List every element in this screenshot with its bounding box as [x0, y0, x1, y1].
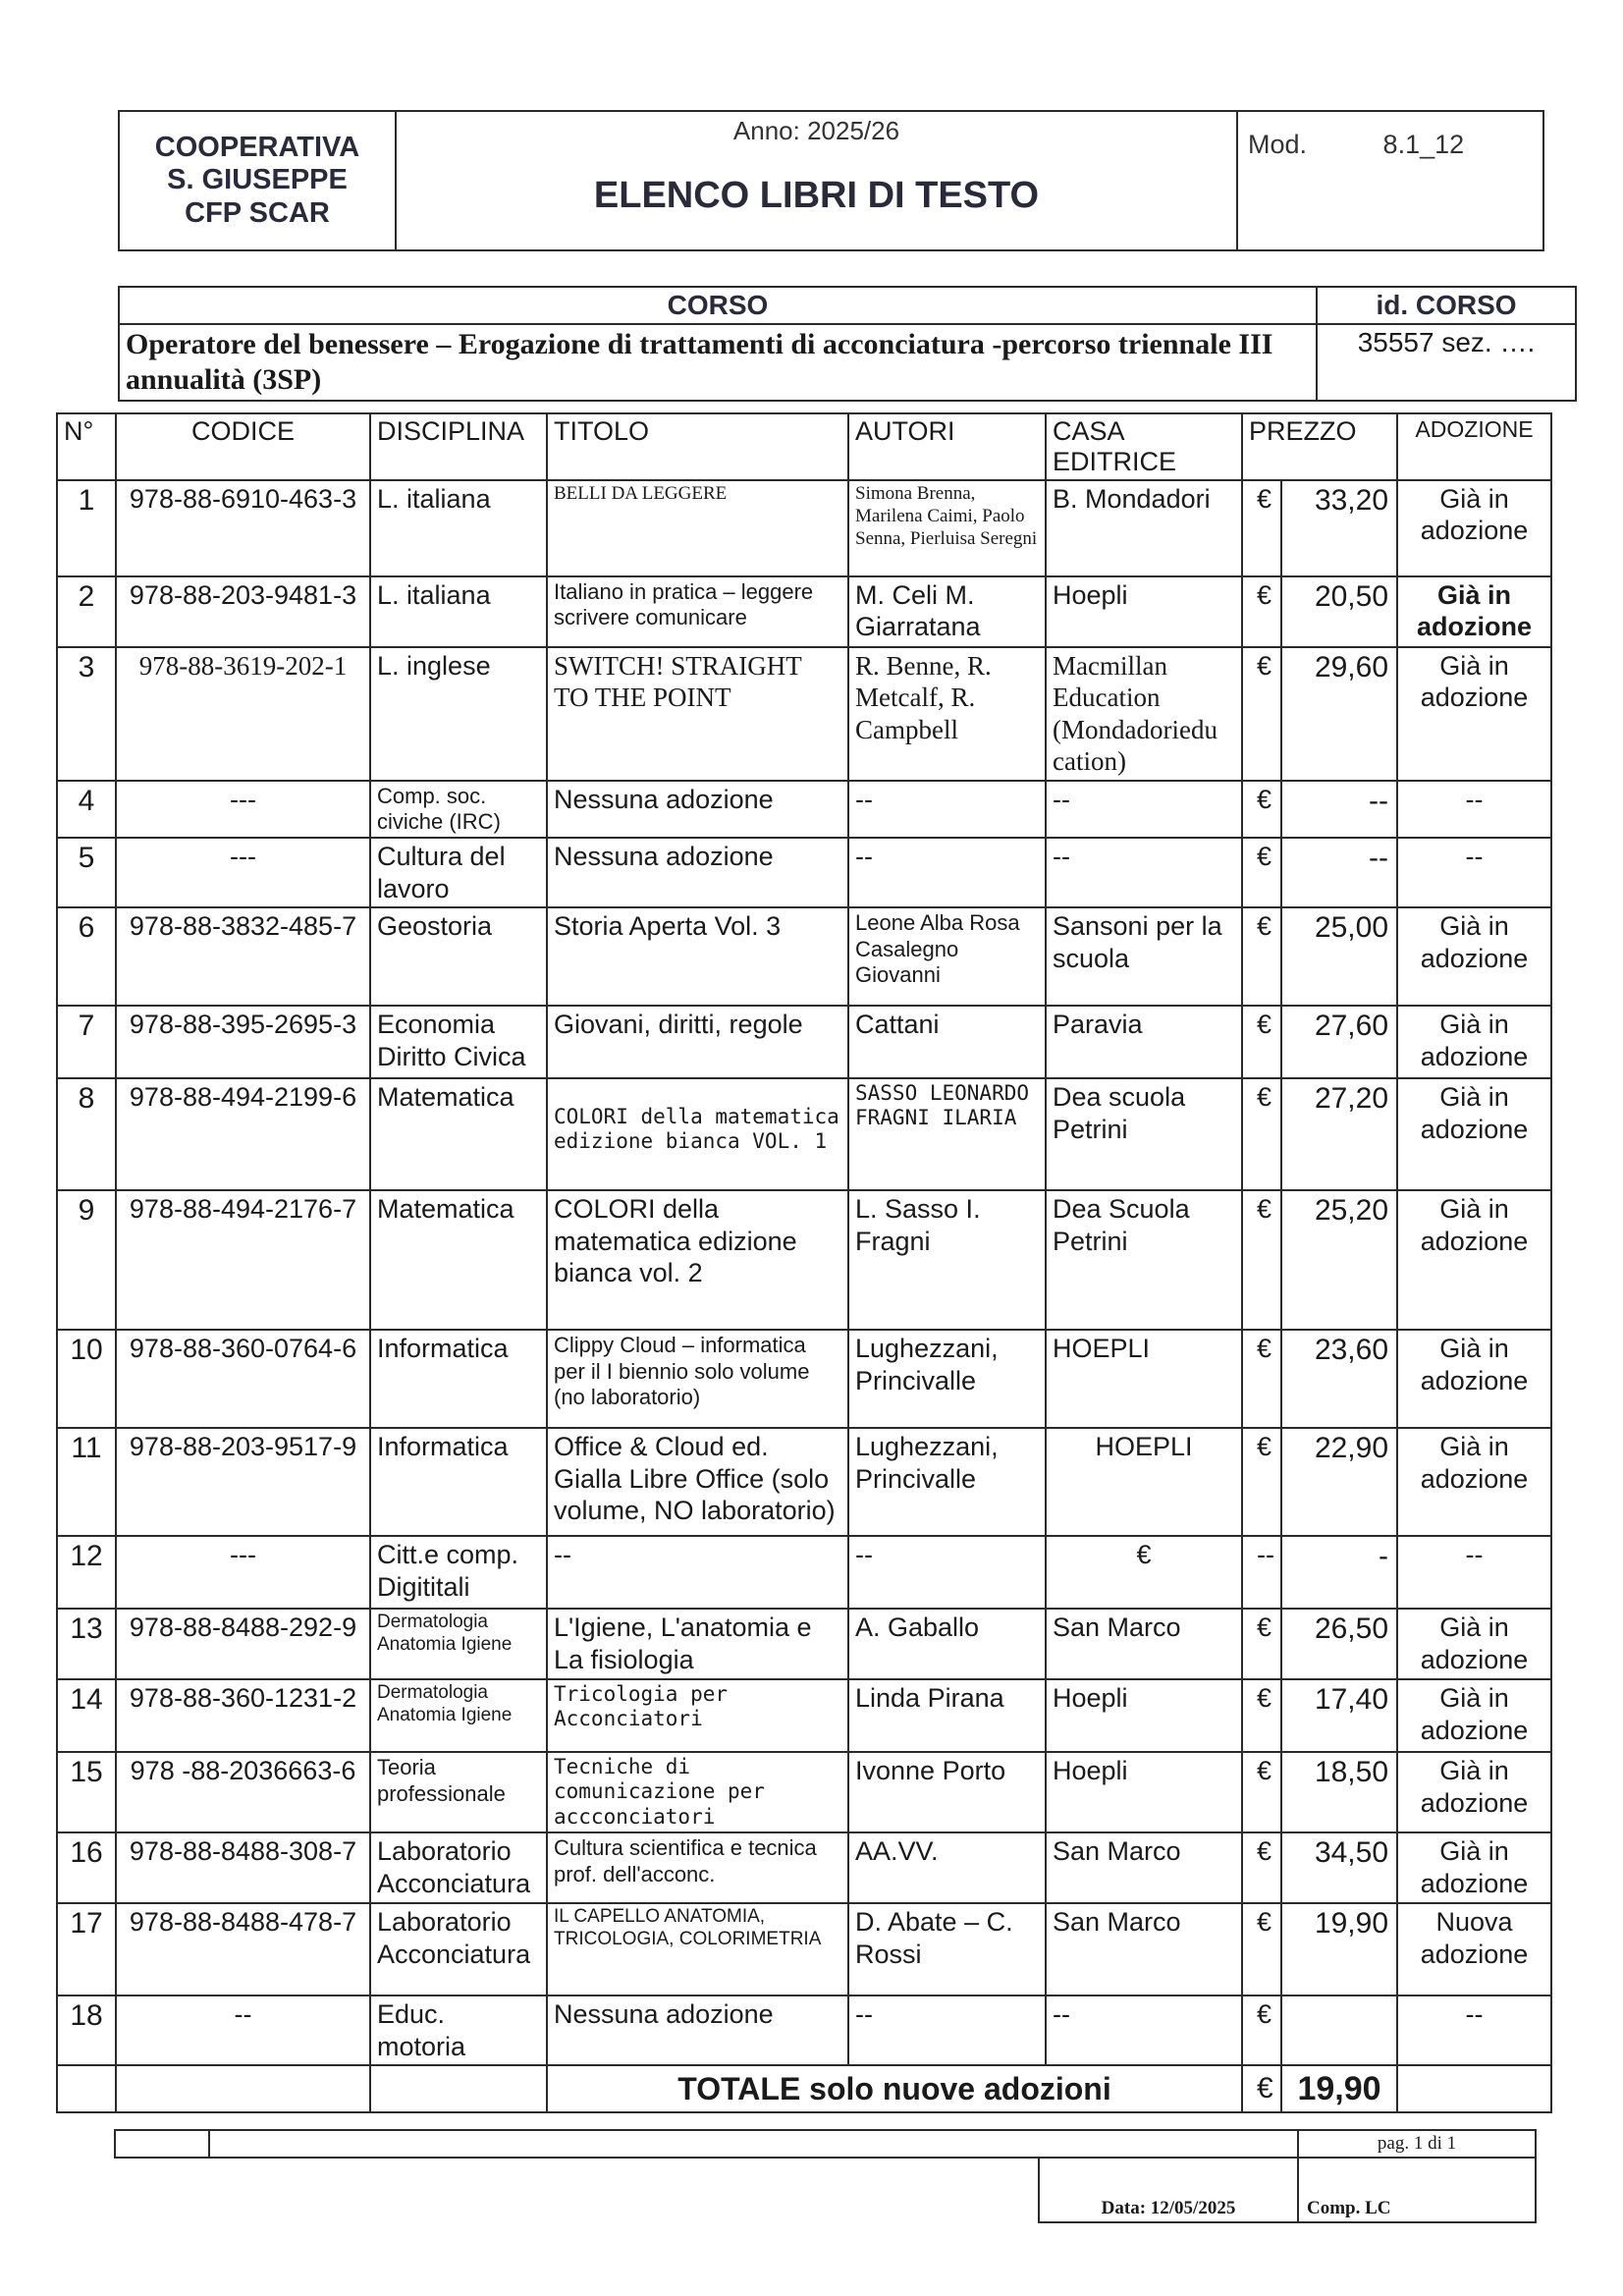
table-row: [57, 647, 1551, 781]
row-number: 5: [57, 838, 116, 907]
price-currency: €: [1242, 1330, 1281, 1428]
publisher: Hoepli: [1046, 576, 1242, 647]
authors: --: [848, 1995, 1046, 2065]
discipline: Geostoria: [370, 907, 547, 1006]
price-currency: €: [1242, 838, 1281, 907]
publisher: --: [1046, 781, 1242, 839]
table-row: [57, 838, 1551, 907]
module-cell: [1237, 111, 1543, 250]
authors: Simona Brenna, Marilena Caimi, Paolo Senna, Pierluisa Seregni: [848, 480, 1046, 576]
isbn-code: 978-88-203-9517-9: [116, 1428, 370, 1536]
row-number: 2: [57, 576, 116, 647]
price-value: 25,20: [1281, 1190, 1397, 1330]
table-row: [57, 1330, 1551, 1428]
authors: Lughezzani, Princivalle: [848, 1428, 1046, 1536]
isbn-code: 978-88-360-1231-2: [116, 1679, 370, 1752]
total-value: 19,90: [1281, 2065, 1397, 2112]
module-label: Mod.: [1248, 130, 1308, 159]
price-value: -: [1281, 1536, 1397, 1609]
authors: Ivonne Porto: [848, 1752, 1046, 1832]
isbn-code: ---: [116, 838, 370, 907]
publisher: San Marco: [1046, 1832, 1242, 1903]
course-id-value: 35557 sez. ….: [1317, 324, 1576, 401]
discipline: L. inglese: [370, 647, 547, 781]
footer-empty-wide: [209, 2130, 1298, 2158]
price-value: 20,50: [1281, 576, 1397, 647]
total-empty-3: [370, 2065, 547, 2112]
compiler: Comp. LC: [1298, 2158, 1536, 2222]
adoption-status: --: [1397, 1536, 1551, 1609]
total-empty-2: [116, 2065, 370, 2112]
isbn-code: --: [116, 1995, 370, 2065]
publisher: €: [1046, 1536, 1242, 1609]
book-title: Giovani, diritti, regole: [547, 1006, 848, 1078]
adoption-status: Già in adozione: [1397, 576, 1551, 647]
book-title: IL CAPELLO ANATOMIA, TRICOLOGIA, COLORIMETRIA: [547, 1903, 848, 1995]
school-name-line1: COOPERATIVA: [154, 131, 360, 163]
publisher: B. Mondadori: [1046, 480, 1242, 576]
table-row: [57, 1190, 1551, 1330]
table-row: [57, 1428, 1551, 1536]
isbn-code: 978-88-8488-478-7: [116, 1903, 370, 1995]
table-row: [57, 1832, 1551, 1903]
price-currency: €: [1242, 1752, 1281, 1832]
discipline: L. italiana: [370, 576, 547, 647]
isbn-code: 978-88-494-2199-6: [116, 1078, 370, 1190]
price-value: 19,90: [1281, 1903, 1397, 1995]
row-number: 8: [57, 1078, 116, 1190]
isbn-code: ---: [116, 1536, 370, 1609]
price-value: 34,50: [1281, 1832, 1397, 1903]
title-cell: [396, 111, 1237, 250]
col-header-price: PREZZO: [1242, 413, 1397, 480]
table-row: [57, 1995, 1551, 2065]
discipline: Teoria professionale: [370, 1752, 547, 1832]
footer-spacer-1: [115, 2158, 209, 2222]
price-currency: €: [1242, 1428, 1281, 1536]
adoption-status: --: [1397, 1995, 1551, 2065]
adoption-status: Già in adozione: [1397, 480, 1551, 576]
discipline: Cultura del lavoro: [370, 838, 547, 907]
authors: M. Celi M. Giarratana: [848, 576, 1046, 647]
row-number: 12: [57, 1536, 116, 1609]
table-row: [57, 1006, 1551, 1078]
price-value: 27,60: [1281, 1006, 1397, 1078]
price-currency: €: [1242, 1995, 1281, 2065]
adoption-status: Già in adozione: [1397, 1428, 1551, 1536]
book-title: Nessuna adozione: [547, 1995, 848, 2065]
table-header-row: [57, 413, 1551, 480]
authors: D. Abate – C. Rossi: [848, 1903, 1046, 1995]
price-currency: €: [1242, 1679, 1281, 1752]
authors: --: [848, 1536, 1046, 1609]
price-currency: €: [1242, 1078, 1281, 1190]
total-empty-4: [1397, 2065, 1551, 2112]
school-name-line2: S. GIUSEPPE: [167, 164, 348, 196]
adoption-status: Già in adozione: [1397, 1190, 1551, 1330]
authors: Linda Pirana: [848, 1679, 1046, 1752]
course-box: [118, 286, 1577, 402]
adoption-status: Già in adozione: [1397, 647, 1551, 781]
row-number: 13: [57, 1609, 116, 1679]
price-value: 29,60: [1281, 647, 1397, 781]
discipline: Matematica: [370, 1190, 547, 1330]
row-number: 10: [57, 1330, 116, 1428]
publisher: Macmillan Education (Mondadoriedu cation): [1046, 647, 1242, 781]
discipline: Dermatologia Anatomia Igiene: [370, 1679, 547, 1752]
school-name-cell: [119, 111, 396, 250]
table-row: [57, 1536, 1551, 1609]
adoption-status: Già in adozione: [1397, 1752, 1551, 1832]
isbn-code: 978-88-360-0764-6: [116, 1330, 370, 1428]
total-row: [57, 2065, 1551, 2112]
publisher: Sansoni per la scuola: [1046, 907, 1242, 1006]
price-value: 25,00: [1281, 907, 1397, 1006]
discipline: L. italiana: [370, 480, 547, 576]
publisher: Paravia: [1046, 1006, 1242, 1078]
price-currency: €: [1242, 576, 1281, 647]
book-title: Cultura scientifica e tecnica prof. dell'acconc.: [547, 1832, 848, 1903]
adoption-status: Nuova adozione: [1397, 1903, 1551, 1995]
isbn-code: 978-88-3832-485-7: [116, 907, 370, 1006]
adoption-status: Già in adozione: [1397, 907, 1551, 1006]
total-label: TOTALE solo nuove adozioni: [547, 2065, 1242, 2112]
adoption-status: --: [1397, 838, 1551, 907]
price-currency: --: [1242, 1536, 1281, 1609]
publisher: --: [1046, 1995, 1242, 2065]
row-number: 15: [57, 1752, 116, 1832]
adoption-status: Già in adozione: [1397, 1679, 1551, 1752]
document-header: [118, 110, 1544, 251]
publisher: HOEPLI: [1046, 1428, 1242, 1536]
authors: Lughezzani, Princivalle: [848, 1330, 1046, 1428]
discipline: Laboratorio Acconciatura: [370, 1832, 547, 1903]
adoption-status: Già in adozione: [1397, 1078, 1551, 1190]
row-number: 17: [57, 1903, 116, 1995]
book-title: Italiano in pratica – leggere scrivere comunicare: [547, 576, 848, 647]
book-title: SWITCH! STRAIGHT TO THE POINT: [547, 647, 848, 781]
page-number: pag. 1 di 1: [1298, 2130, 1536, 2158]
book-title: BELLI DA LEGGERE: [547, 480, 848, 576]
course-id-label: id. CORSO: [1317, 287, 1576, 324]
authors: R. Benne, R. Metcalf, R. Campbell: [848, 647, 1046, 781]
footer-spacer-2: [209, 2158, 1039, 2222]
authors: Cattani: [848, 1006, 1046, 1078]
book-title: Storia Aperta Vol. 3: [547, 907, 848, 1006]
discipline: Economia Diritto Civica: [370, 1006, 547, 1078]
col-header-authors: AUTORI: [848, 413, 1046, 480]
price-currency: €: [1242, 1609, 1281, 1679]
row-number: 4: [57, 781, 116, 839]
course-name: Operatore del benessere – Erogazione di trattamenti di acconciatura -percorso triennale III annualità (3SP): [119, 324, 1317, 401]
price-currency: €: [1242, 1903, 1281, 1995]
col-header-discipline: DISCIPLINA: [370, 413, 547, 480]
publisher: San Marco: [1046, 1903, 1242, 1995]
book-title: Office & Cloud ed. Gialla Libre Office (solo volume, NO laboratorio): [547, 1428, 848, 1536]
table-row: [57, 1903, 1551, 1995]
course-label: CORSO: [119, 287, 1317, 324]
price-value: 22,90: [1281, 1428, 1397, 1536]
footer-empty-small: [115, 2130, 209, 2158]
table-body: [57, 480, 1551, 2065]
publisher: Dea scuola Petrini: [1046, 1078, 1242, 1190]
table-row: [57, 576, 1551, 647]
book-title: L'Igiene, L'anatomia e La fisiologia: [547, 1609, 848, 1679]
row-number: 6: [57, 907, 116, 1006]
table-row: [57, 781, 1551, 839]
publisher: Hoepli: [1046, 1679, 1242, 1752]
discipline: Educ. motoria: [370, 1995, 547, 2065]
authors: --: [848, 838, 1046, 907]
book-title: COLORI della matematica edizione bianca vol. 2: [547, 1190, 848, 1330]
publisher: San Marco: [1046, 1609, 1242, 1679]
school-year: Anno: 2025/26: [732, 116, 900, 145]
authors: L. Sasso I. Fragni: [848, 1190, 1046, 1330]
discipline: Informatica: [370, 1330, 547, 1428]
isbn-code: 978-88-494-2176-7: [116, 1190, 370, 1330]
authors: AA.VV.: [848, 1832, 1046, 1903]
price-currency: €: [1242, 907, 1281, 1006]
table-row: [57, 1609, 1551, 1679]
row-number: 18: [57, 1995, 116, 2065]
isbn-code: 978-88-6910-463-3: [116, 480, 370, 576]
school-name: [121, 132, 394, 230]
publisher: Hoepli: [1046, 1752, 1242, 1832]
book-title: Tecniche di comunicazione per accconciatori: [547, 1752, 848, 1832]
isbn-code: 978-88-8488-292-9: [116, 1609, 370, 1679]
col-header-code: CODICE: [116, 413, 370, 480]
total-currency: €: [1242, 2065, 1281, 2112]
row-number: 14: [57, 1679, 116, 1752]
row-number: 7: [57, 1006, 116, 1078]
total-empty-1: [57, 2065, 116, 2112]
table-row: [57, 907, 1551, 1006]
book-title: Tricologia per Acconciatori: [547, 1679, 848, 1752]
book-title: Clippy Cloud – informatica per il I biennio solo volume (no laboratorio): [547, 1330, 848, 1428]
table-row: [57, 1752, 1551, 1832]
price-value: 18,50: [1281, 1752, 1397, 1832]
isbn-code: 978-88-8488-308-7: [116, 1832, 370, 1903]
discipline: Dermatologia Anatomia Igiene: [370, 1609, 547, 1679]
adoption-status: --: [1397, 781, 1551, 839]
table-row: [57, 1078, 1551, 1190]
price-currency: €: [1242, 647, 1281, 781]
adoption-status: Già in adozione: [1397, 1832, 1551, 1903]
adoption-status: Già in adozione: [1397, 1006, 1551, 1078]
price-value: --: [1281, 781, 1397, 839]
row-number: 9: [57, 1190, 116, 1330]
book-title: COLORI della matematica edizione bianca VOL. 1: [547, 1078, 848, 1190]
price-value: 27,20: [1281, 1078, 1397, 1190]
adoption-status: Già in adozione: [1397, 1609, 1551, 1679]
price-value: 23,60: [1281, 1330, 1397, 1428]
page-title: ELENCO LIBRI DI TESTO: [593, 175, 1040, 216]
discipline: Laboratorio Acconciatura: [370, 1903, 547, 1995]
school-name-line3: CFP SCAR: [185, 196, 330, 229]
discipline: Citt.e comp. Digititali: [370, 1536, 547, 1609]
isbn-code: ---: [116, 781, 370, 839]
col-header-adoption: ADOZIONE: [1397, 413, 1551, 480]
discipline: Comp. soc. civiche (IRC): [370, 781, 547, 839]
col-header-publisher: CASA EDITRICE: [1046, 413, 1242, 480]
table-row: [57, 480, 1551, 576]
publisher: HOEPLI: [1046, 1330, 1242, 1428]
module-value: 8.1_12: [1382, 130, 1465, 159]
row-number: 16: [57, 1832, 116, 1903]
price-currency: €: [1242, 1832, 1281, 1903]
authors: SASSO LEONARDO FRAGNI ILARIA: [848, 1078, 1046, 1190]
isbn-code: 978-88-3619-202-1: [116, 647, 370, 781]
price-currency: €: [1242, 781, 1281, 839]
row-number: 11: [57, 1428, 116, 1536]
table-row: [57, 1679, 1551, 1752]
row-number: 3: [57, 647, 116, 781]
authors: Leone Alba Rosa Casalegno Giovanni: [848, 907, 1046, 1006]
publisher: --: [1046, 838, 1242, 907]
price-value: 26,50: [1281, 1609, 1397, 1679]
price-value: 33,20: [1281, 480, 1397, 576]
price-value: [1281, 1995, 1397, 2065]
price-currency: €: [1242, 1006, 1281, 1078]
isbn-code: 978 -88-2036663-6: [116, 1752, 370, 1832]
document-date: Data: 12/05/2025: [1039, 2158, 1298, 2222]
discipline: Matematica: [370, 1078, 547, 1190]
authors: A. Gaballo: [848, 1609, 1046, 1679]
price-value: --: [1281, 838, 1397, 907]
row-number: 1: [57, 480, 116, 576]
authors: --: [848, 781, 1046, 839]
isbn-code: 978-88-395-2695-3: [116, 1006, 370, 1078]
discipline: Informatica: [370, 1428, 547, 1536]
price-value: 17,40: [1281, 1679, 1397, 1752]
publisher: Dea Scuola Petrini: [1046, 1190, 1242, 1330]
document-footer: [114, 2129, 1537, 2223]
col-header-number: N°: [57, 413, 116, 480]
price-currency: €: [1242, 1190, 1281, 1330]
price-currency: €: [1242, 480, 1281, 576]
textbook-table: [56, 412, 1552, 2113]
book-title: Nessuna adozione: [547, 838, 848, 907]
isbn-code: 978-88-203-9481-3: [116, 576, 370, 647]
book-title: --: [547, 1536, 848, 1609]
adoption-status: Già in adozione: [1397, 1330, 1551, 1428]
book-title: Nessuna adozione: [547, 781, 848, 839]
col-header-title: TITOLO: [547, 413, 848, 480]
